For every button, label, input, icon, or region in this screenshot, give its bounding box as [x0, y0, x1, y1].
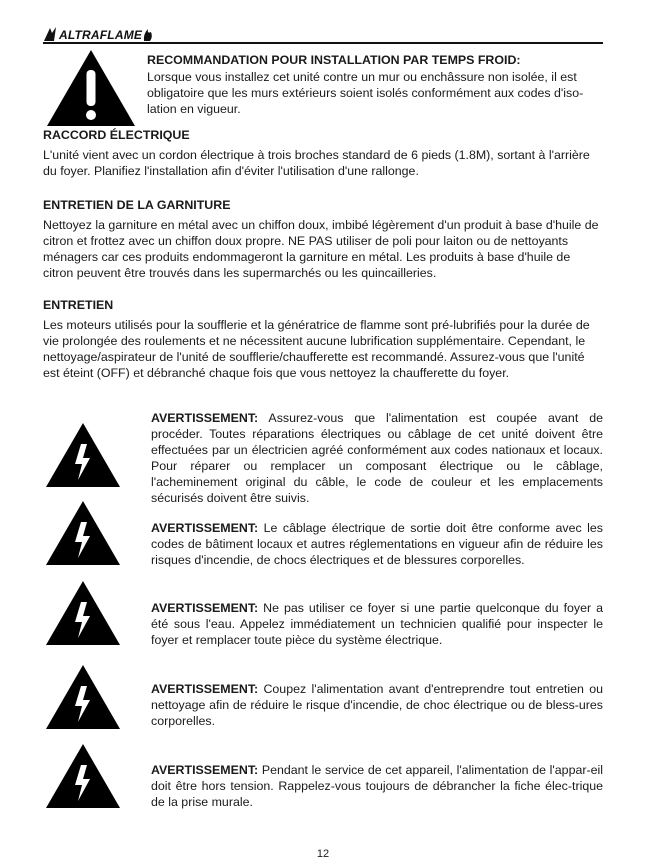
flame-accent-icon	[142, 26, 154, 42]
electrical-hazard-icon	[45, 664, 121, 730]
brand-name: ALTRAFLAME	[59, 28, 143, 42]
warning-label: AVERTISSEMENT:	[151, 682, 259, 696]
warning-block	[43, 681, 603, 729]
warning-body: Assurez-vous que l'alimentation est coupée avant de procéder. Toutes réparations électriques ou câblage de cet unité doivent être effectuées par un électricien agréé conformément aux codes nationaux et locaux. Pour réparer ou remplacer un composant électrique ou le câblage, l'acheminement original du câble, le code de couleur et les emplacements sécurisés doivent être suivis.	[151, 411, 603, 505]
cold-weather-notice	[43, 46, 603, 117]
section-text: L'unité vient avec un cordon électrique à trois broches standard de 6 pieds (1.8M), sortant à l'arrière du foyer. Planifiez l'installation afin d'éviter l'utilisation d'une rallonge.	[43, 148, 590, 178]
warning-body: Coupez l'alimentation avant d'entreprendre tout entretien ou nettoyage afin de réduire le risque d'incendie, de choc électrique ou de bless-ures corporelles.	[151, 682, 603, 728]
section-trim-maintenance	[43, 197, 603, 281]
cold-weather-text: Lorsque vous installez cet unité contre un mur ou enchâssure non isolée, il est obligatoire que les murs extérieurs soient isolés conformément aux codes d'iso-lation en vigueur.	[147, 70, 584, 116]
section-maintenance	[43, 297, 603, 381]
electrical-hazard-icon	[45, 422, 121, 488]
warning-text	[151, 520, 603, 568]
warning-block	[43, 410, 603, 506]
section-text: Nettoyez la garniture en métal avec un chiffon doux, imbibé légèrement d'un produit à base d'huile de citron et frottez avec un chiffon doux propre. NE PAS utiliser de poli pour laiton ou de nettoyants ménagers car ces produits endommageront la garniture en métal. Les produits à base d'huile de citron peuvent être trouvés dans les supermarchés ou les quincailleries.	[43, 218, 599, 280]
section-text: Les moteurs utilisés pour la soufflerie et la génératrice de flamme sont pré-lubrifiés pour la durée de vie prolongée des roulements et ne nécessitent aucune lubrification supplémentaire. Cependant, le nettoyage/aspirateur de l'unité de soufflerie/chaufferette est recommandé. Assurez-vous que l'unité est éteint (OFF) et débranché chaque fois que vous nettoyez la chaufferette du foyer.	[43, 318, 590, 380]
section-title: ENTRETIEN	[43, 298, 114, 312]
warning-block	[43, 762, 603, 810]
warning-text	[151, 600, 603, 648]
section-title: RACCORD ÉLECTRIQUE	[43, 128, 190, 142]
warning-body: Pendant le service de cet appareil, l'alimentation de l'appar-eil doit être hors tension. Rappelez-vous toujours de débrancher la fiche élec-trique de la prise murale.	[151, 763, 603, 809]
section-electrical-connection	[43, 127, 603, 179]
header-rule	[43, 42, 603, 44]
cold-weather-title: RECOMMANDATION POUR INSTALLATION PAR TEMPS FROID:	[147, 53, 521, 67]
warning-body: Le câblage électrique de sortie doit être conforme avec les codes de bâtiment locaux et autres réglementations en vigueur afin de réduire les risques d'incendie, de chocs électriques et de blessures corporelles.	[151, 521, 603, 567]
warning-label: AVERTISSEMENT:	[151, 411, 259, 425]
warning-label: AVERTISSEMENT:	[151, 763, 259, 777]
section-title: ENTRETIEN DE LA GARNITURE	[43, 198, 231, 212]
warning-label: AVERTISSEMENT:	[151, 521, 259, 535]
brand-logo	[43, 22, 154, 42]
warning-text	[151, 762, 603, 810]
warning-text	[151, 410, 603, 506]
electrical-hazard-icon	[45, 500, 121, 566]
electrical-hazard-icon	[45, 580, 121, 646]
page-header	[43, 22, 603, 44]
electrical-hazard-icon	[45, 743, 121, 809]
warning-text	[151, 681, 603, 729]
warning-block	[43, 600, 603, 648]
caution-triangle-icon	[45, 48, 137, 128]
flame-logo-icon	[43, 26, 57, 42]
page-number: 12	[316, 848, 330, 860]
warning-label: AVERTISSEMENT:	[151, 601, 259, 615]
warning-block	[43, 520, 603, 568]
warning-body: Ne pas utiliser ce foyer si une partie quelconque du foyer a été sous l'eau. Appelez immédiatement un technicien qualifié pour inspecter le foyer et remplacer toute pièce du système électrique.	[151, 601, 603, 647]
